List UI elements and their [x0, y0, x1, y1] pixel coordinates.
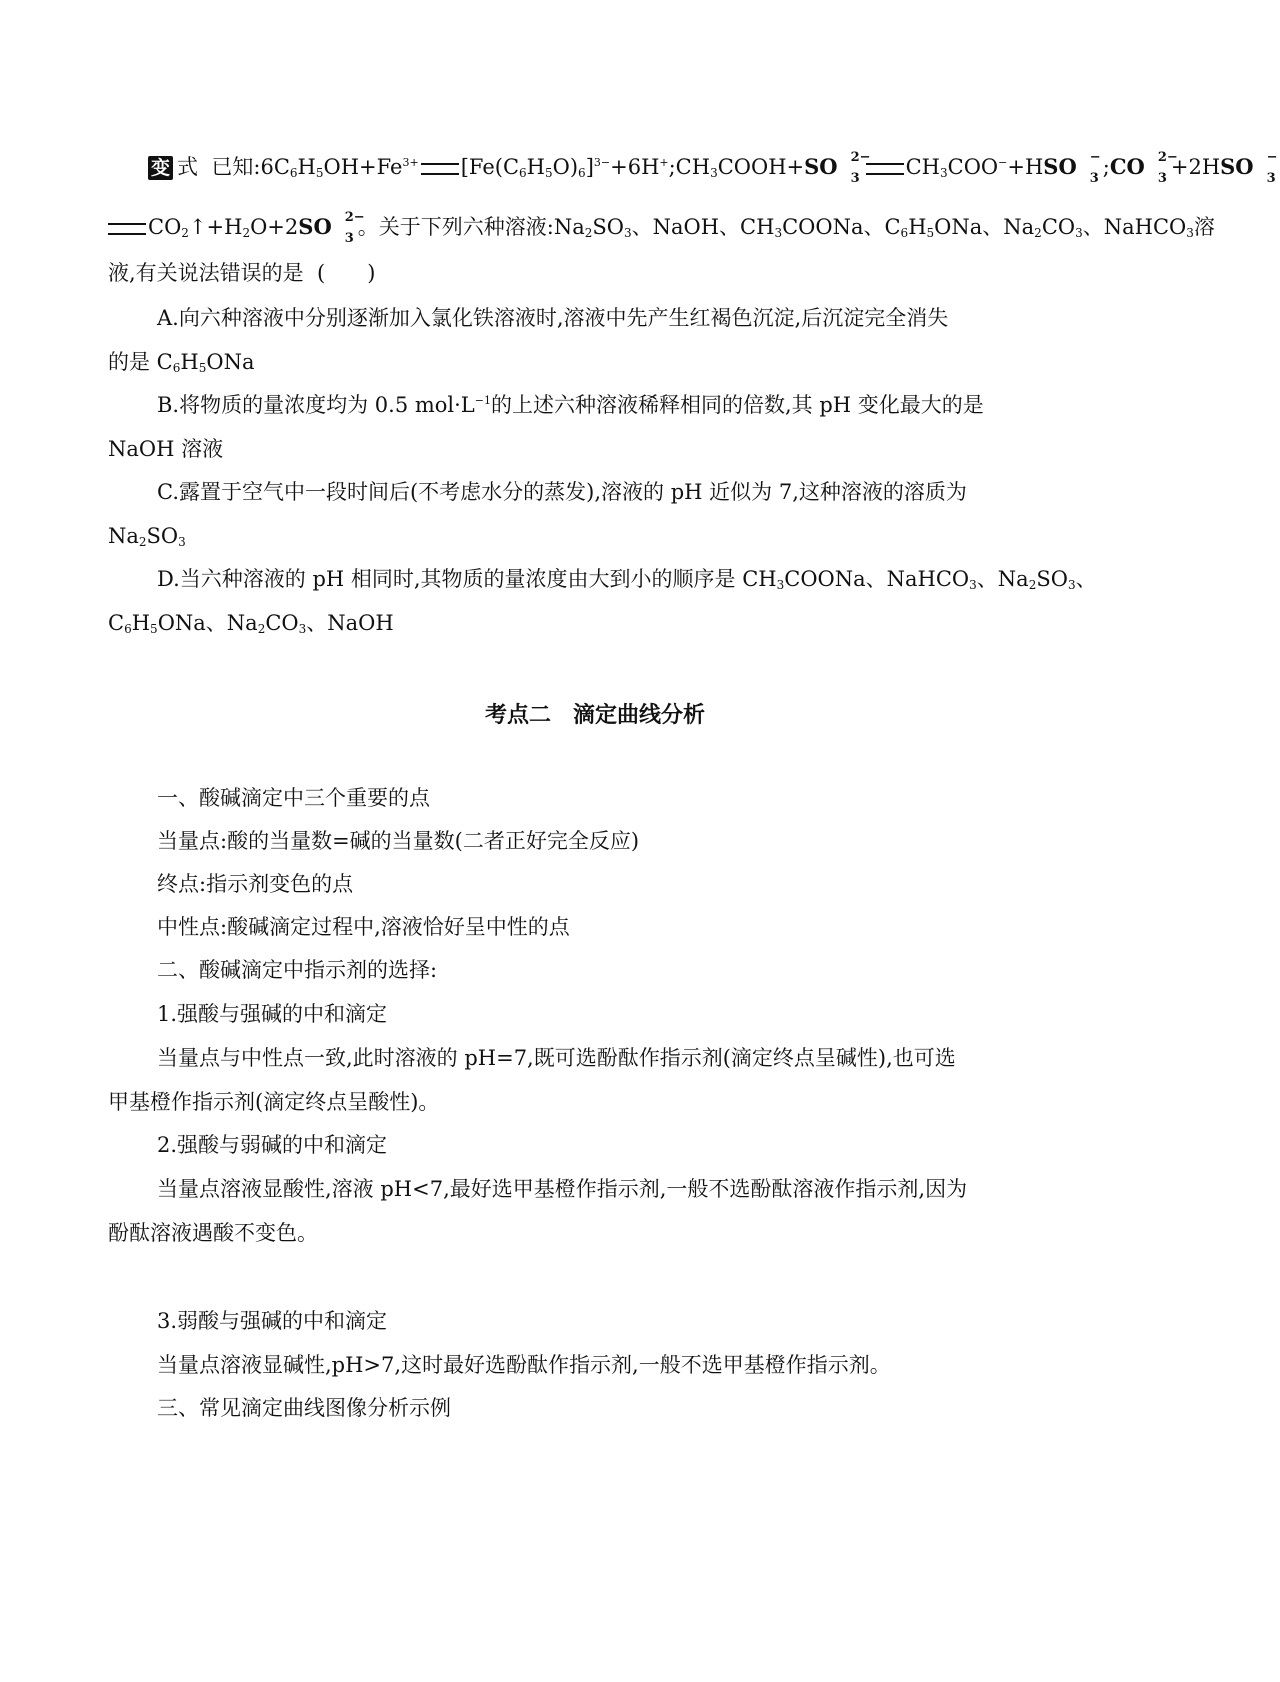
section-title: 考点二 滴定曲线分析 — [484, 703, 705, 728]
body-p2: 当量点:酸的当量数=碱的当量数(二者正好完全反应) — [157, 829, 640, 853]
body-p3: 终点:指示剂变色的点 — [157, 872, 354, 896]
body-p6: 1.强酸与强碱的中和滴定 — [157, 1002, 388, 1026]
body-p4: 中性点:酸碱滴定过程中,溶液恰好呈中性的点 — [157, 915, 570, 939]
option-b-line-2: NaOH 溶液 — [108, 437, 224, 461]
variant-line-2 — [108, 210, 1215, 246]
body-p9b: 酚酞溶液遇酸不变色。 — [108, 1221, 318, 1245]
answer-blank: ( ) — [317, 261, 376, 285]
option-c-line-2: $Na_2SO_3$ — [108, 524, 186, 549]
option-b-line-1: B.将物质的量浓度均为 0.5 $mol\cdot L^{-1}$的上述六种溶液稀释相同的倍数,其 pH 变化最大的是 — [157, 393, 984, 417]
equation-line-2: $CO_2↑+H_2O+2SO$ 2− 3 。关于下列六种溶液$:Na_2SO_3$、NaOH、$CH_3COONa$、$C_6H_5ONa$、$Na_2CO_3$、NaHCO$_3$溶 — [108, 215, 1215, 239]
variant-line-1 — [148, 150, 1280, 186]
question-stem-end: 液,有关说法错误的是 — [108, 261, 304, 285]
body-p7b: 甲基橙作指示剂(滴定终点呈酸性)。 — [108, 1090, 440, 1114]
body-p8: 2.强酸与弱碱的中和滴定 — [157, 1133, 388, 1157]
equation-line-1: 已知$:6C_6H_5OH+Fe^{3+}$ $[Fe(C_6H_5O)_6]^{3-}+6H^+;CH_3COOH+SO$ 2− 3 $CH_3COO^-+HSO$ − 3 ;CO 2− 3 +2HSO − 3 — [204, 150, 1278, 186]
option-a-line-1: A.向六种溶液中分别逐渐加入氯化铁溶液时,溶液中先产生红褐色沉淀,后沉淀完全消失 — [157, 306, 949, 330]
body-p1: 一、酸碱滴定中三个重要的点 — [157, 786, 430, 810]
body-p10: 3.弱酸与强碱的中和滴定 — [157, 1309, 388, 1333]
variant-label: 式 — [177, 155, 199, 179]
body-p12: 三、常见滴定曲线图像分析示例 — [157, 1396, 451, 1420]
body-p11: 当量点溶液显碱性,pH>7,这时最好选酚酞作指示剂,一般不选甲基橙作指示剂。 — [157, 1353, 891, 1377]
body-p7a: 当量点与中性点一致,此时溶液的 pH=7,既可选酚酞作指示剂(滴定终点呈碱性),也可选 — [157, 1046, 956, 1070]
option-d-line-1: D.当六种溶液的 pH 相同时,其物质的量浓度由大到小的顺序是 $CH_3COONa$、NaHCO$_3$、$Na_2SO_3$、 — [157, 567, 1097, 592]
variant-badge: 变 — [148, 156, 173, 180]
body-p9a: 当量点溶液显酸性,溶液 pH<7,最好选甲基橙作指示剂,一般不选酚酞溶液作指示剂,因为 — [157, 1177, 968, 1201]
body-p5: 二、酸碱滴定中指示剂的选择: — [157, 958, 438, 982]
option-d-line-2: $C_6H_5ONa$、$Na_2CO_3$、NaOH — [108, 611, 394, 636]
option-a-line-2: 的是 $C_6H_5ONa$ — [108, 350, 255, 375]
option-c-line-1: C.露置于空气中一段时间后(不考虑水分的蒸发),溶液的 pH 近似为 7,这种溶液的溶质为 — [157, 480, 967, 504]
variant-line-3 — [108, 258, 375, 288]
